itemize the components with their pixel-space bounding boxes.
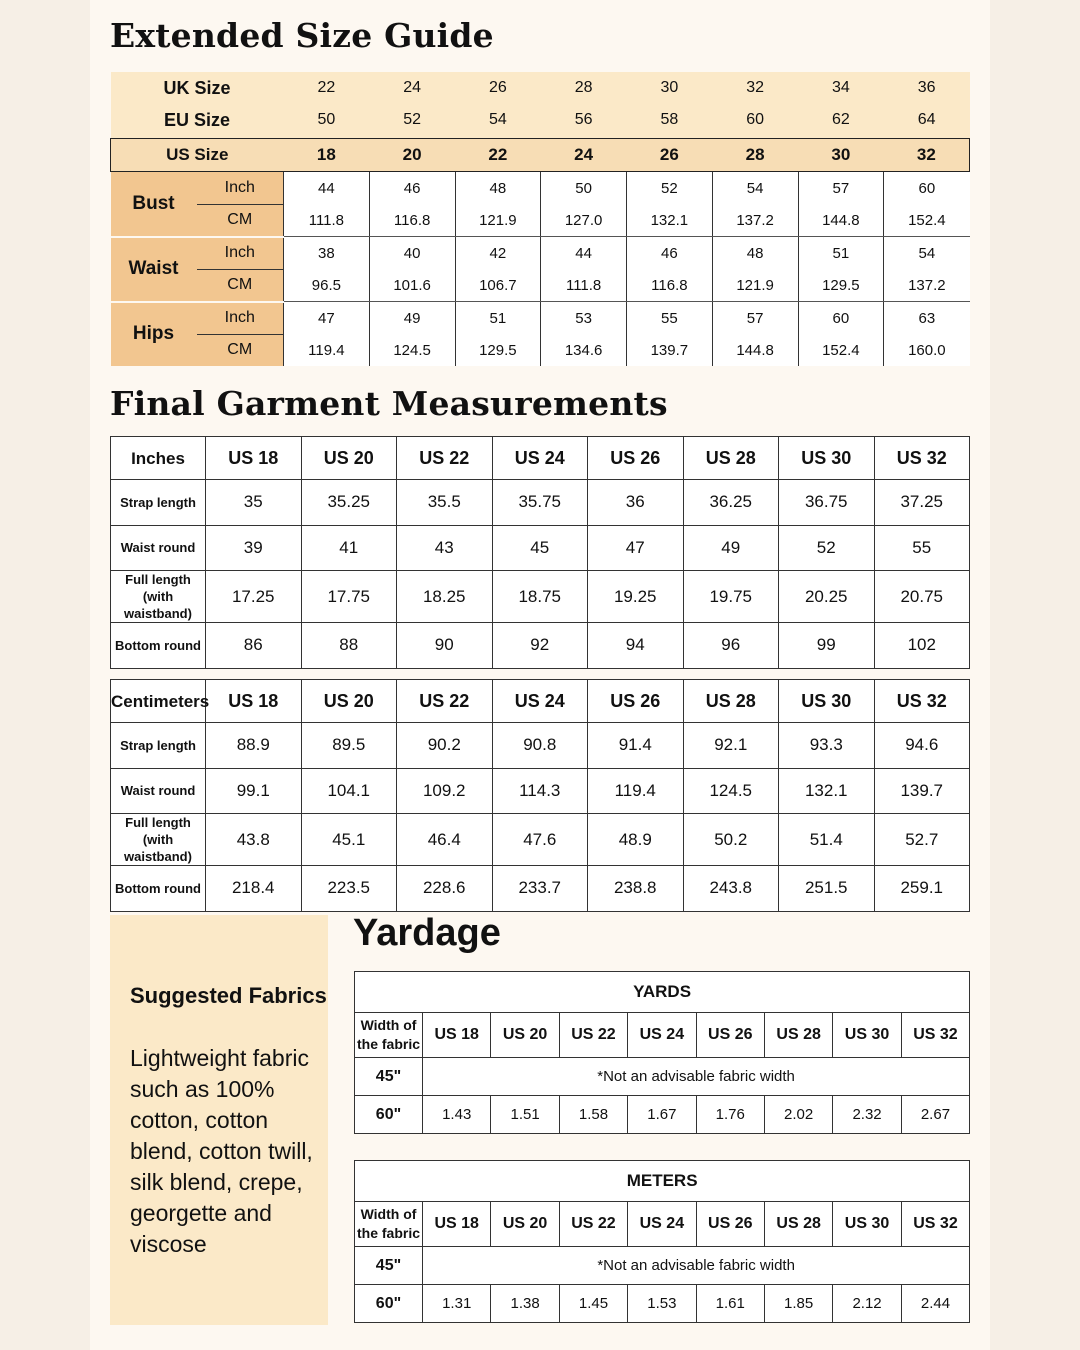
measurement-cm-row	[111, 269, 970, 302]
measurement-inch-cell: 46	[627, 237, 713, 270]
garment-row-label: Strap length	[111, 723, 206, 769]
yardage-column-header: US 30	[833, 1202, 901, 1247]
yardage-caption: YARDS	[355, 972, 970, 1013]
yardage-cell: 1.38	[491, 1285, 559, 1323]
garment-cell: 35.75	[492, 480, 588, 526]
unit-inch-label: Inch	[197, 302, 284, 335]
uk-size-label: UK Size	[111, 72, 284, 104]
garment-row-label: Bottom round	[111, 623, 206, 669]
measurement-cm-cell: 96.5	[284, 269, 370, 302]
garment-cell: 233.7	[492, 866, 588, 912]
measurement-inch-cell: 52	[627, 172, 713, 205]
measurement-cm-cell: 127.0	[541, 204, 627, 237]
yardage-cell: 1.85	[764, 1285, 832, 1323]
garment-cell: 17.25	[206, 571, 302, 623]
us-size-cell: 30	[798, 139, 884, 172]
yardage-column-header: US 22	[559, 1013, 627, 1058]
garment-row	[111, 571, 970, 623]
us-size-cell: 28	[712, 139, 798, 172]
garment-cell: 88	[301, 623, 397, 669]
garment-cell: 52.7	[874, 814, 970, 866]
garment-column-header: US 30	[779, 437, 875, 480]
garment-cell: 223.5	[301, 866, 397, 912]
yardage-title: Yardage	[353, 912, 501, 954]
garment-corner-label: Inches	[111, 437, 206, 480]
garment-cell: 20.25	[779, 571, 875, 623]
fabric-width-label: Width of the fabric	[355, 1202, 423, 1247]
garment-column-header: US 20	[301, 437, 397, 480]
measurement-inch-row	[111, 302, 970, 335]
garment-cell: 43.8	[206, 814, 302, 866]
yardage-column-header: US 26	[696, 1013, 764, 1058]
yardage-yards-table	[354, 971, 970, 1134]
size-guide-table	[110, 72, 970, 366]
yardage-row-60	[355, 1285, 970, 1323]
garment-cell: 90	[397, 623, 493, 669]
suggested-fabrics-text: Lightweight fabric such as 100% cotton, cotton blend, cotton twill, silk blend, crepe, georgette and viscose	[130, 1045, 313, 1257]
garment-cell: 36.25	[683, 480, 779, 526]
garment-cell: 99.1	[206, 768, 302, 814]
measurement-inch-cell: 51	[455, 302, 541, 335]
yardage-meters-table	[354, 1160, 970, 1323]
garment-cell: 48.9	[588, 814, 684, 866]
measurement-cm-cell: 129.5	[798, 269, 884, 302]
measurement-inch-cell: 51	[798, 237, 884, 270]
eu-size-cell: 52	[369, 104, 455, 136]
yardage-cell: 1.76	[696, 1096, 764, 1134]
yardage-column-header: US 20	[491, 1202, 559, 1247]
measurement-cm-cell: 152.4	[798, 334, 884, 366]
garment-row-label: Waist round	[111, 525, 206, 571]
measurement-cm-cell: 121.9	[455, 204, 541, 237]
yardage-header-row	[355, 1202, 970, 1247]
yardage-column-header: US 22	[559, 1202, 627, 1247]
garment-row-label: Full length (with waistband)	[111, 571, 206, 623]
measurement-inch-cell: 57	[798, 172, 884, 205]
garment-cell: 251.5	[779, 866, 875, 912]
eu-size-cell: 58	[627, 104, 713, 136]
garment-cell: 109.2	[397, 768, 493, 814]
garment-column-header: US 28	[683, 437, 779, 480]
measurement-cm-cell: 144.8	[712, 334, 798, 366]
measurement-part-label: Waist	[111, 237, 197, 302]
us-size-cell: 32	[884, 139, 970, 172]
garment-column-header: US 32	[874, 680, 970, 723]
garment-cell: 35.25	[301, 480, 397, 526]
yardage-column-header: US 24	[628, 1013, 696, 1058]
measurement-inch-cell: 54	[884, 237, 970, 270]
measurement-inch-cell: 50	[541, 172, 627, 205]
uk-size-cell: 30	[627, 72, 713, 104]
yardage-header-row	[355, 1013, 970, 1058]
garment-row-label: Waist round	[111, 768, 206, 814]
garment-cell: 36	[588, 480, 684, 526]
garment-cell: 218.4	[206, 866, 302, 912]
measurement-cm-cell: 144.8	[798, 204, 884, 237]
garment-header-row	[111, 680, 970, 723]
garment-column-header: US 28	[683, 680, 779, 723]
yardage-cell: 2.02	[764, 1096, 832, 1134]
eu-size-cell: 64	[884, 104, 970, 136]
measurement-inch-row	[111, 172, 970, 205]
measurement-inch-cell: 47	[284, 302, 370, 335]
eu-size-cell: 50	[284, 104, 370, 136]
garment-row	[111, 814, 970, 866]
garment-row-label: Strap length	[111, 480, 206, 526]
garment-cell: 89.5	[301, 723, 397, 769]
uk-size-cell: 34	[798, 72, 884, 104]
yardage-column-header: US 18	[423, 1013, 491, 1058]
garment-cell: 46.4	[397, 814, 493, 866]
measurement-inch-cell: 55	[627, 302, 713, 335]
garment-column-header: US 24	[492, 437, 588, 480]
garment-cell: 18.75	[492, 571, 588, 623]
yardage-caption-row	[355, 972, 970, 1013]
size-guide-title: Extended Size Guide	[110, 16, 494, 55]
measurement-inch-cell: 46	[369, 172, 455, 205]
garment-cell: 102	[874, 623, 970, 669]
garment-cell: 86	[206, 623, 302, 669]
measurement-inch-cell: 42	[455, 237, 541, 270]
yardage-column-header: US 32	[901, 1202, 970, 1247]
garment-column-header: US 32	[874, 437, 970, 480]
garment-cell: 45.1	[301, 814, 397, 866]
us-size-label: US Size	[111, 139, 284, 172]
measurement-inch-cell: 60	[798, 302, 884, 335]
measurement-inch-cell: 48	[455, 172, 541, 205]
garment-cell: 45	[492, 525, 588, 571]
fabric-width-label: Width of the fabric	[355, 1013, 423, 1058]
eu-size-row	[111, 104, 970, 136]
measurement-cm-cell: 152.4	[884, 204, 970, 237]
garment-cell: 124.5	[683, 768, 779, 814]
eu-size-cell: 56	[541, 104, 627, 136]
garment-cell: 52	[779, 525, 875, 571]
measurement-inch-cell: 60	[884, 172, 970, 205]
us-size-cell: 24	[541, 139, 627, 172]
measurement-cm-cell: 134.6	[541, 334, 627, 366]
garment-column-header: US 20	[301, 680, 397, 723]
garment-row	[111, 866, 970, 912]
page	[90, 0, 990, 1350]
garment-cell: 114.3	[492, 768, 588, 814]
garment-cell: 90.2	[397, 723, 493, 769]
fabric-width-60: 60"	[355, 1285, 423, 1323]
yardage-column-header: US 26	[696, 1202, 764, 1247]
uk-size-cell: 36	[884, 72, 970, 104]
measurement-cm-cell: 116.8	[627, 269, 713, 302]
eu-size-label: EU Size	[111, 104, 284, 136]
garment-cell: 228.6	[397, 866, 493, 912]
eu-size-cell: 62	[798, 104, 884, 136]
garment-cell: 238.8	[588, 866, 684, 912]
measurement-inch-cell: 44	[541, 237, 627, 270]
garment-column-header: US 26	[588, 680, 684, 723]
us-size-cell: 18	[284, 139, 370, 172]
garment-row	[111, 723, 970, 769]
garment-cell: 132.1	[779, 768, 875, 814]
measurement-cm-cell: 119.4	[284, 334, 370, 366]
garment-row	[111, 768, 970, 814]
garment-cell: 47	[588, 525, 684, 571]
unit-cm-label: CM	[197, 269, 284, 302]
measurement-cm-cell: 111.8	[284, 204, 370, 237]
garment-cell: 19.75	[683, 571, 779, 623]
yardage-row-60	[355, 1096, 970, 1134]
garment-row	[111, 525, 970, 571]
garment-cell: 94.6	[874, 723, 970, 769]
garment-column-header: US 30	[779, 680, 875, 723]
garment-title: Final Garment Measurements	[110, 384, 668, 423]
yardage-column-header: US 30	[833, 1013, 901, 1058]
measurement-cm-row	[111, 204, 970, 237]
measurement-inch-row	[111, 237, 970, 270]
yardage-column-header: US 18	[423, 1202, 491, 1247]
uk-size-cell: 24	[369, 72, 455, 104]
garment-cell: 20.75	[874, 571, 970, 623]
fabric-width-45: 45"	[355, 1247, 423, 1285]
garment-cell: 259.1	[874, 866, 970, 912]
yardage-column-header: US 32	[901, 1013, 969, 1058]
garment-cell: 119.4	[588, 768, 684, 814]
garment-column-header: US 22	[397, 680, 493, 723]
garment-column-header: US 22	[397, 437, 493, 480]
garment-cell: 41	[301, 525, 397, 571]
garment-cm-table	[110, 679, 970, 912]
suggested-fabrics-panel	[110, 915, 328, 1325]
garment-cell: 93.3	[779, 723, 875, 769]
yardage-cell: 2.32	[833, 1096, 901, 1134]
us-size-cell: 22	[455, 139, 541, 172]
us-size-cell: 20	[369, 139, 455, 172]
us-size-cell: 26	[627, 139, 713, 172]
garment-cell: 91.4	[588, 723, 684, 769]
yardage-cell: 1.45	[559, 1285, 627, 1323]
garment-cell: 104.1	[301, 768, 397, 814]
measurement-inch-cell: 44	[284, 172, 370, 205]
yardage-column-header: US 24	[628, 1202, 696, 1247]
garment-column-header: US 24	[492, 680, 588, 723]
suggested-fabrics-heading: Suggested Fabrics	[130, 983, 327, 1008]
garment-column-header: US 18	[206, 437, 302, 480]
unit-cm-label: CM	[197, 334, 284, 366]
garment-cell: 88.9	[206, 723, 302, 769]
fabric-width-45: 45"	[355, 1058, 423, 1096]
us-size-row	[111, 139, 970, 172]
garment-cell: 18.25	[397, 571, 493, 623]
garment-corner-label: Centimeters	[111, 680, 206, 723]
garment-column-header: US 18	[206, 680, 302, 723]
measurement-cm-cell: 121.9	[712, 269, 798, 302]
measurement-part-label: Bust	[111, 172, 197, 237]
measurement-cm-cell: 106.7	[455, 269, 541, 302]
measurement-cm-cell: 132.1	[627, 204, 713, 237]
not-advisable-note: *Not an advisable fabric width	[423, 1247, 970, 1285]
garment-cell: 90.8	[492, 723, 588, 769]
yardage-cell: 2.12	[833, 1285, 901, 1323]
garment-cell: 99	[779, 623, 875, 669]
garment-cell: 37.25	[874, 480, 970, 526]
garment-cell: 35	[206, 480, 302, 526]
garment-row	[111, 480, 970, 526]
garment-header-row	[111, 437, 970, 480]
uk-size-cell: 22	[284, 72, 370, 104]
measurement-cm-cell: 137.2	[884, 269, 970, 302]
measurement-cm-cell: 101.6	[369, 269, 455, 302]
eu-size-cell: 60	[712, 104, 798, 136]
fabric-width-60: 60"	[355, 1096, 423, 1134]
garment-column-header: US 26	[588, 437, 684, 480]
unit-cm-label: CM	[197, 204, 284, 237]
garment-cell: 51.4	[779, 814, 875, 866]
garment-cell: 17.75	[301, 571, 397, 623]
measurement-cm-cell: 129.5	[455, 334, 541, 366]
uk-size-row	[111, 72, 970, 104]
measurement-cm-cell: 137.2	[712, 204, 798, 237]
yardage-row-45	[355, 1247, 970, 1285]
yardage-cell: 1.58	[559, 1096, 627, 1134]
measurement-inch-cell: 38	[284, 237, 370, 270]
yardage-column-header: US 28	[764, 1013, 832, 1058]
garment-cell: 92.1	[683, 723, 779, 769]
garment-cell: 19.25	[588, 571, 684, 623]
yardage-cell: 1.51	[491, 1096, 559, 1134]
yardage-caption: METERS	[355, 1161, 970, 1202]
yardage-row-45	[355, 1058, 970, 1096]
garment-cell: 92	[492, 623, 588, 669]
garment-row-label: Bottom round	[111, 866, 206, 912]
measurement-cm-cell: 116.8	[369, 204, 455, 237]
yardage-cell: 1.31	[423, 1285, 491, 1323]
not-advisable-note: *Not an advisable fabric width	[423, 1058, 970, 1096]
measurement-inch-cell: 57	[712, 302, 798, 335]
yardage-cell: 1.61	[696, 1285, 764, 1323]
garment-cell: 139.7	[874, 768, 970, 814]
garment-row-label: Full length (with waistband)	[111, 814, 206, 866]
yardage-cell: 2.67	[901, 1096, 969, 1134]
measurement-inch-cell: 54	[712, 172, 798, 205]
measurement-cm-row	[111, 334, 970, 366]
garment-cell: 47.6	[492, 814, 588, 866]
yardage-cell: 1.67	[628, 1096, 696, 1134]
measurement-cm-cell: 111.8	[541, 269, 627, 302]
measurement-cm-cell: 139.7	[627, 334, 713, 366]
unit-inch-label: Inch	[197, 237, 284, 270]
garment-cell: 94	[588, 623, 684, 669]
garment-cell: 43	[397, 525, 493, 571]
measurement-part-label: Hips	[111, 302, 197, 367]
measurement-inch-cell: 48	[712, 237, 798, 270]
yardage-column-header: US 20	[491, 1013, 559, 1058]
measurement-cm-cell: 160.0	[884, 334, 970, 366]
yardage-caption-row	[355, 1161, 970, 1202]
garment-cell: 39	[206, 525, 302, 571]
yardage-cell: 1.43	[423, 1096, 491, 1134]
garment-cell: 36.75	[779, 480, 875, 526]
yardage-cell: 1.53	[628, 1285, 696, 1323]
yardage-column-header: US 28	[764, 1202, 832, 1247]
uk-size-cell: 26	[455, 72, 541, 104]
uk-size-cell: 32	[712, 72, 798, 104]
yardage-cell: 2.44	[901, 1285, 970, 1323]
garment-cell: 50.2	[683, 814, 779, 866]
measurement-inch-cell: 40	[369, 237, 455, 270]
garment-cell: 96	[683, 623, 779, 669]
measurement-inch-cell: 53	[541, 302, 627, 335]
eu-size-cell: 54	[455, 104, 541, 136]
garment-row	[111, 623, 970, 669]
garment-inches-table	[110, 436, 970, 669]
garment-cell: 243.8	[683, 866, 779, 912]
garment-cell: 55	[874, 525, 970, 571]
garment-cell: 35.5	[397, 480, 493, 526]
measurement-cm-cell: 124.5	[369, 334, 455, 366]
uk-size-cell: 28	[541, 72, 627, 104]
measurement-inch-cell: 49	[369, 302, 455, 335]
unit-inch-label: Inch	[197, 172, 284, 205]
measurement-inch-cell: 63	[884, 302, 970, 335]
garment-cell: 49	[683, 525, 779, 571]
